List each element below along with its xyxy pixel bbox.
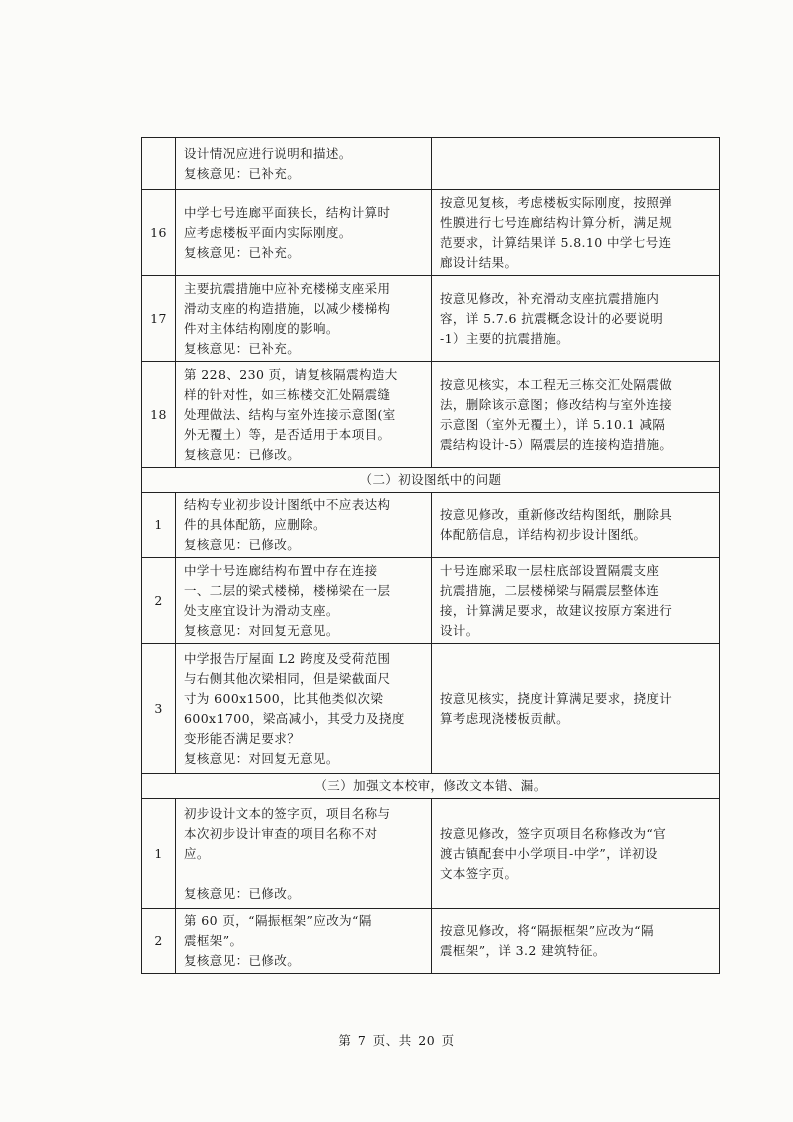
item-number: 1 <box>142 799 176 909</box>
comment-line: 应考虑楼板平面内实际刚度。 <box>184 224 352 240</box>
comment-line: 主要抗震措施中应补充楼梯支座采用 <box>184 280 391 296</box>
item-number: 18 <box>142 362 176 468</box>
response-cell <box>432 493 720 558</box>
response-line: 十号连廊采取一层柱底部设置隔震支座 <box>440 562 660 578</box>
comment-line: 第 60 页，“隔振框架”应改为“隔 <box>184 913 372 928</box>
response-cell <box>432 362 720 468</box>
item-number: 3 <box>142 644 176 774</box>
response-line: 按意见核实，挠度计算满足要求，挠度计 <box>440 690 673 706</box>
comment-line: 外无覆土）等，是否适用于本项目。 <box>184 426 391 442</box>
comment-line: 设计情况应进行说明和描述。 <box>184 145 352 161</box>
item-number: 2 <box>142 558 176 644</box>
response-line: 示意图（室外无覆土），详 5.10.1 减隔 <box>440 416 666 432</box>
review-comment-cell <box>176 138 432 190</box>
comment-line: 结构专业初步设计图纸中不应表达构 <box>184 497 391 512</box>
review-comment-cell <box>176 558 432 644</box>
comment-line: 本次初步设计审查的项目名称不对 <box>184 825 378 841</box>
response-line: 性膜进行七号连廊结构计算分析，满足规 <box>440 214 673 230</box>
response-line: 按意见修改，重新修改结构图纸，删除具 <box>440 507 673 522</box>
table-row <box>142 799 720 909</box>
section-row <box>142 774 720 799</box>
table-row <box>142 138 720 190</box>
review-table-container <box>141 137 719 974</box>
comment-line: 样的针对性，如三栋楼交汇处隔震缝 <box>184 386 391 402</box>
response-cell <box>432 644 720 774</box>
item-number: 17 <box>142 276 176 362</box>
item-number: 16 <box>142 190 176 276</box>
footer-page-number: 7 <box>357 1033 367 1048</box>
review-comment-cell <box>176 362 432 468</box>
response-line: 范要求，计算结果详 5.8.10 中学七号连 <box>440 234 672 250</box>
comment-line: 复核意见：对回复无意见。 <box>184 750 339 766</box>
response-cell <box>432 799 720 909</box>
comment-line: 复核意见：已补充。 <box>184 244 301 260</box>
comment-line: 滑动支座的构造措施，以减少楼梯构 <box>184 300 391 316</box>
review-table <box>141 137 720 974</box>
comment-line: 件对主体结构刚度的影响。 <box>184 320 339 336</box>
response-line: 文本签字页。 <box>440 865 518 881</box>
comment-line: 处支座宜设计为滑动支座。 <box>184 602 339 618</box>
comment-line: 中学报告厅屋面 L2 跨度及受荷范围 <box>184 650 391 666</box>
response-line: 抗震措施，二层楼梯梁与隔震层整体连 <box>440 582 660 598</box>
comment-line: 600x1700，梁高减小，其受力及挠度 <box>184 710 405 726</box>
response-line: 按意见修改，补充滑动支座抗震措施内 <box>440 290 660 306</box>
table-row <box>142 909 720 974</box>
comment-line: 复核意见：已补充。 <box>184 340 301 356</box>
table-row <box>142 276 720 362</box>
response-line: -1）主要的抗震措施。 <box>440 330 570 346</box>
comment-line: 复核意见：对回复无意见。 <box>184 622 339 638</box>
comment-line <box>184 864 423 884</box>
item-number: 2 <box>142 909 176 974</box>
section-row <box>142 468 720 493</box>
response-line: 渡古镇配套中小学项目-中学”，详初设 <box>440 845 658 861</box>
response-line: 按意见核实，本工程无三栋交汇处隔震做 <box>440 376 673 392</box>
comment-line: 件的具体配筋，应删除。 <box>184 517 326 532</box>
item-number: 1 <box>142 493 176 558</box>
footer-prefix: 第 <box>338 1033 352 1048</box>
review-comment-cell <box>176 190 432 276</box>
response-line: 按意见修改，签字页项目名称修改为“官 <box>440 825 667 841</box>
response-cell <box>432 909 720 974</box>
response-line: 法，删除该示意图；修改结构与室外连接 <box>440 396 673 412</box>
review-comment-cell <box>176 909 432 974</box>
comment-line: 复核意见：已修改。 <box>184 446 301 462</box>
response-line: 震框架”，详 3.2 建筑特征。 <box>440 943 606 958</box>
response-line: 廊设计结果。 <box>440 254 518 270</box>
footer-middle: 页、共 <box>372 1033 412 1048</box>
response-cell <box>432 190 720 276</box>
comment-line: 应。 <box>184 845 210 861</box>
comment-line: 变形能否满足要求？ <box>184 730 301 746</box>
response-line: 体配筋信息，详结构初步设计图纸。 <box>440 527 647 542</box>
table-row <box>142 493 720 558</box>
review-comment-cell <box>176 799 432 909</box>
review-comment-cell <box>176 493 432 558</box>
table-row <box>142 362 720 468</box>
response-line: 接，计算满足要求，故建议按原方案进行 <box>440 602 673 618</box>
review-comment-cell <box>176 644 432 774</box>
comment-line: 与右侧其他次梁相同，但是梁截面尺 <box>184 670 391 686</box>
response-line: 容，详 5.7.6 抗震概念设计的必要说明 <box>440 310 664 326</box>
response-cell <box>432 558 720 644</box>
comment-line: 处理做法、结构与室外连接示意图(室 <box>184 406 396 422</box>
response-line: 算考虑现浇楼板贡献。 <box>440 710 570 726</box>
table-row <box>142 558 720 644</box>
footer-suffix: 页 <box>441 1033 455 1048</box>
comment-line: 复核意见：已修改。 <box>184 953 301 968</box>
response-cell <box>432 276 720 362</box>
comment-line: 第 228、230 页，请复核隔震构造大 <box>184 366 398 382</box>
item-number <box>142 138 176 190</box>
table-row <box>142 190 720 276</box>
response-line: 按意见修改，将“隔振框架”应改为“隔 <box>440 923 654 938</box>
response-line: 设计。 <box>440 622 479 638</box>
footer-total-pages: 20 <box>418 1033 436 1048</box>
response-line: 震结构设计-5）隔震层的连接构造措施。 <box>440 436 673 452</box>
comment-line: 复核意见：已修改。 <box>184 537 301 552</box>
table-row <box>142 644 720 774</box>
response-line: 按意见复核，考虑楼板实际刚度，按照弹 <box>440 194 673 210</box>
section-title: （二）初设图纸中的问题 <box>142 468 720 493</box>
comment-line: 震框架”。 <box>184 933 243 948</box>
response-cell <box>432 138 720 190</box>
comment-line: 中学七号连廊平面狭长，结构计算时 <box>184 204 391 220</box>
comment-line: 寸为 600x1500，比其他类似次梁 <box>184 690 384 706</box>
review-comment-cell <box>176 276 432 362</box>
comment-line: 复核意见：已补充。 <box>184 165 301 181</box>
comment-line: 一、二层的梁式楼梯，楼梯梁在一层 <box>184 582 391 598</box>
comment-line: 初步设计文本的签字页，项目名称与 <box>184 805 391 821</box>
page-footer <box>0 1031 793 1049</box>
comment-line: 中学十号连廊结构布置中存在连接 <box>184 562 378 578</box>
comment-line: 复核意见：已修改。 <box>184 885 301 901</box>
section-title: （三）加强文本校审，修改文本错、漏。 <box>142 774 720 799</box>
